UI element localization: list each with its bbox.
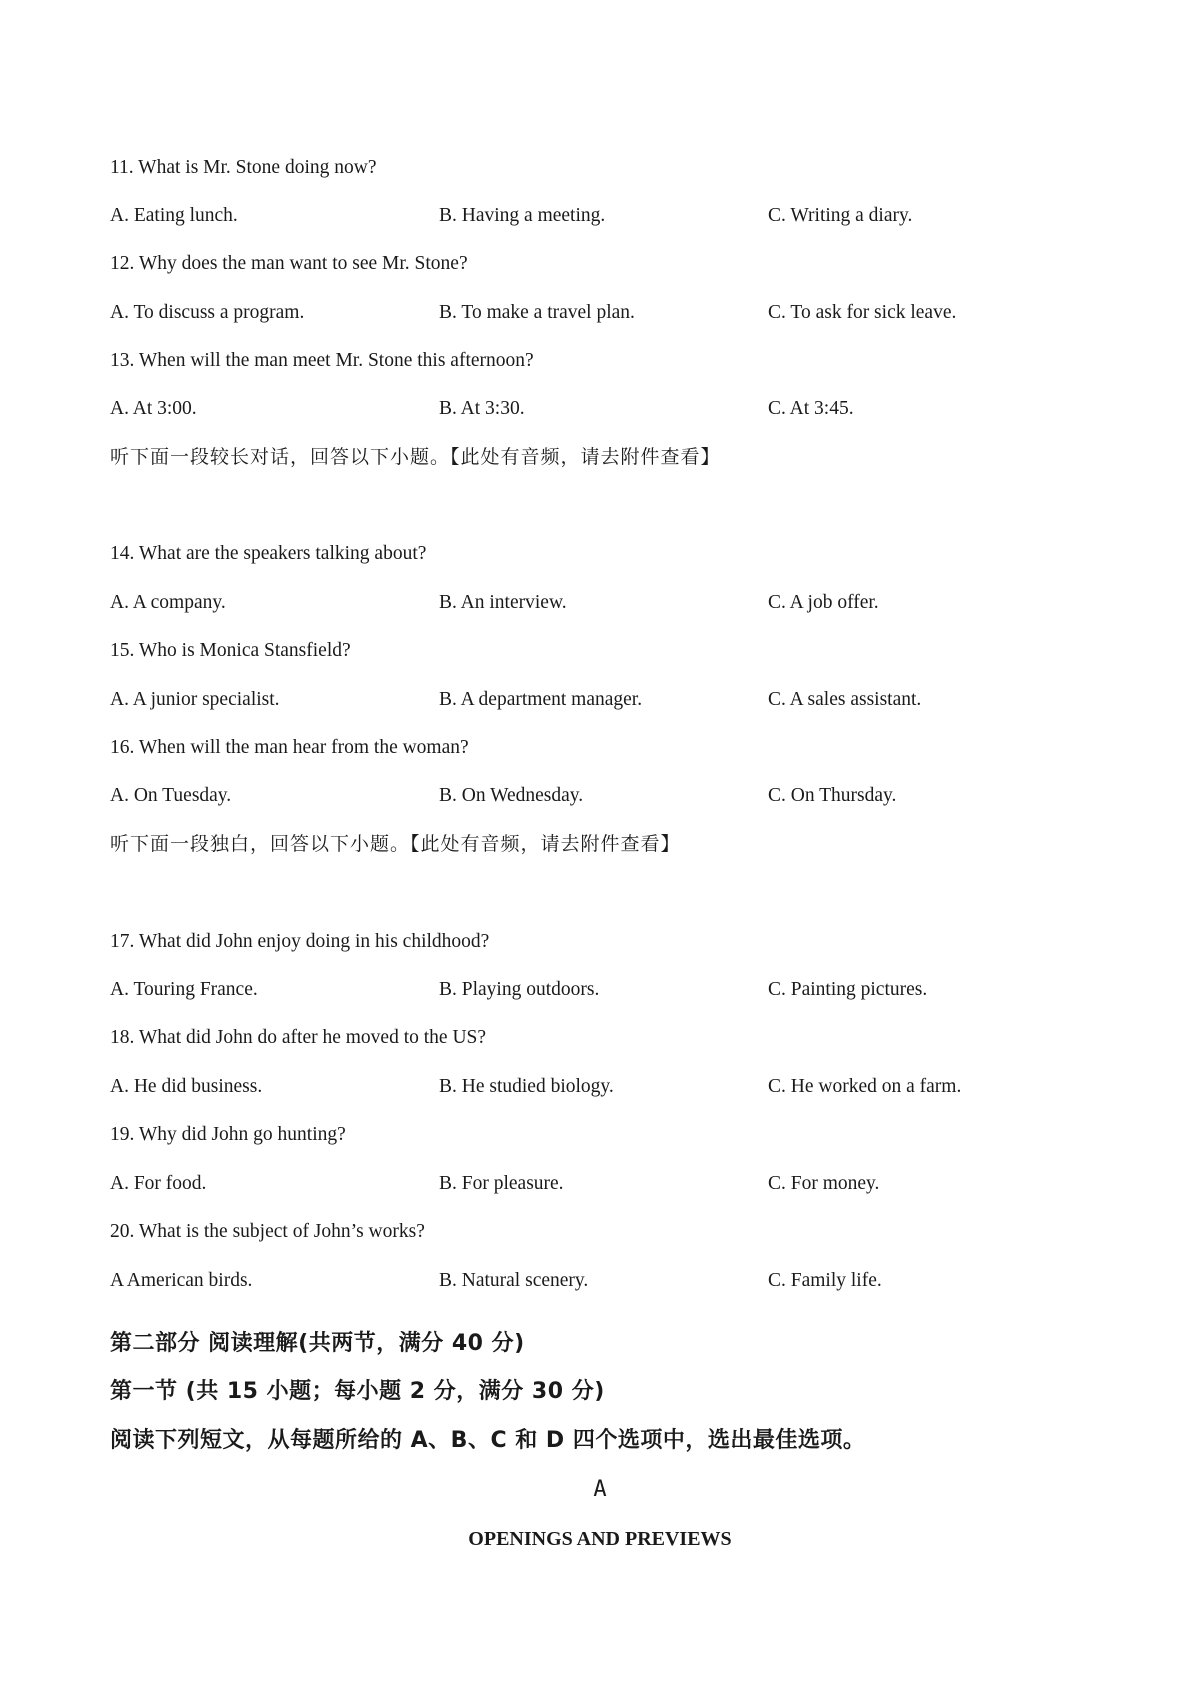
question-14: 14. What are the speakers talking about? bbox=[110, 543, 427, 564]
question-12-option-a: A. To discuss a program. bbox=[110, 302, 305, 323]
passage-letter: A bbox=[593, 1477, 607, 1502]
question-11-option-b: B. Having a meeting. bbox=[439, 205, 606, 226]
question-14-option-b: B. An interview. bbox=[439, 592, 567, 613]
question-14-option-c: C. A job offer. bbox=[768, 592, 879, 613]
question-11-option-a: A. Eating lunch. bbox=[110, 205, 238, 226]
question-13-option-a: A. At 3:00. bbox=[110, 398, 197, 419]
question-19-option-c: C. For money. bbox=[768, 1173, 880, 1194]
question-17-option-b: B. Playing outdoors. bbox=[439, 979, 600, 1000]
question-17-option-a: A. Touring France. bbox=[110, 979, 258, 1000]
question-19-option-b: B. For pleasure. bbox=[439, 1173, 564, 1194]
question-11: 11. What is Mr. Stone doing now? bbox=[110, 157, 377, 178]
question-17: 17. What did John enjoy doing in his childhood? bbox=[110, 931, 490, 952]
section-one-heading: 第一节 (共 15 小题；每小题 2 分，满分 30 分) bbox=[110, 1379, 605, 1404]
question-13-option-c: C. At 3:45. bbox=[768, 398, 854, 419]
reading-instruction: 阅读下列短文，从每题所给的 A、B、C 和 D 四个选项中，选出最佳选项。 bbox=[110, 1428, 866, 1453]
question-16: 16. When will the man hear from the woman? bbox=[110, 737, 469, 758]
question-15-option-a: A. A junior specialist. bbox=[110, 689, 280, 710]
listening-instruction-monologue: 听下面一段独白，回答以下小题。【此处有音频，请去附件查看】 bbox=[110, 833, 681, 855]
listening-instruction-dialogue: 听下面一段较长对话，回答以下小题。【此处有音频，请去附件查看】 bbox=[110, 446, 721, 468]
question-19: 19. Why did John go hunting? bbox=[110, 1124, 346, 1145]
question-13: 13. When will the man meet Mr. Stone this afternoon? bbox=[110, 350, 534, 371]
question-19-option-a: A. For food. bbox=[110, 1173, 207, 1194]
question-12-option-c: C. To ask for sick leave. bbox=[768, 302, 957, 323]
question-18: 18. What did John do after he moved to the US? bbox=[110, 1027, 487, 1048]
question-16-option-a: A. On Tuesday. bbox=[110, 785, 232, 806]
question-18-option-c: C. He worked on a farm. bbox=[768, 1076, 962, 1097]
question-13-option-b: B. At 3:30. bbox=[439, 398, 525, 419]
question-16-option-b: B. On Wednesday. bbox=[439, 785, 584, 806]
question-14-option-a: A. A company. bbox=[110, 592, 226, 613]
question-16-option-c: C. On Thursday. bbox=[768, 785, 897, 806]
question-12: 12. Why does the man want to see Mr. Stone? bbox=[110, 253, 468, 274]
passage-title: OPENINGS AND PREVIEWS bbox=[468, 1528, 732, 1550]
question-18-option-a: A. He did business. bbox=[110, 1076, 263, 1097]
question-15-option-c: C. A sales assistant. bbox=[768, 689, 922, 710]
question-17-option-c: C. Painting pictures. bbox=[768, 979, 928, 1000]
question-15: 15. Who is Monica Stansfield? bbox=[110, 640, 351, 661]
part-two-heading: 第二部分 阅读理解(共两节，满分 40 分) bbox=[110, 1331, 525, 1356]
question-12-option-b: B. To make a travel plan. bbox=[439, 302, 635, 323]
question-20: 20. What is the subject of John’s works? bbox=[110, 1221, 425, 1242]
question-20-option-b: B. Natural scenery. bbox=[439, 1270, 589, 1291]
question-20-option-a: A American birds. bbox=[110, 1270, 253, 1291]
question-11-option-c: C. Writing a diary. bbox=[768, 205, 913, 226]
question-20-option-c: C. Family life. bbox=[768, 1270, 882, 1291]
question-15-option-b: B. A department manager. bbox=[439, 689, 643, 710]
question-18-option-b: B. He studied biology. bbox=[439, 1076, 614, 1097]
